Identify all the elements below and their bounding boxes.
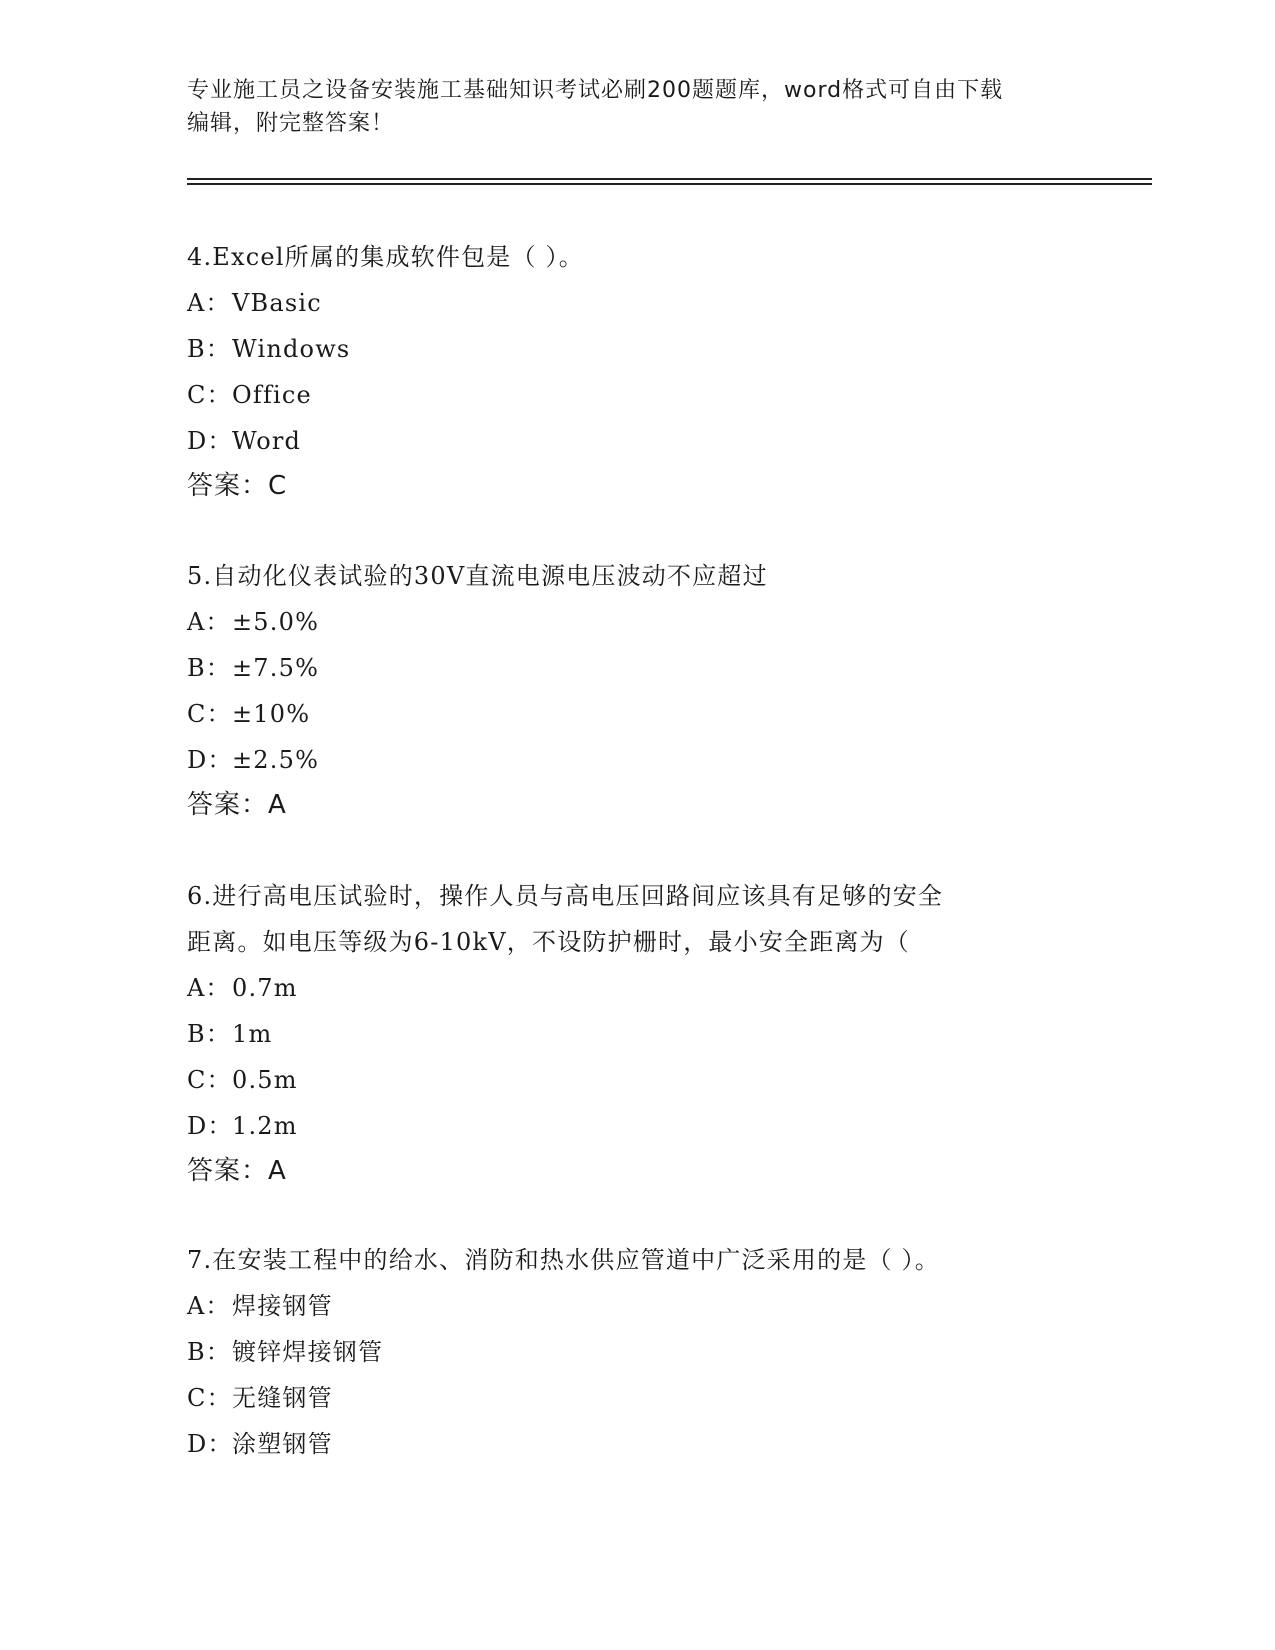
option-a: A：0.7m	[187, 974, 298, 1002]
option-a: A：焊接钢管	[187, 1292, 333, 1320]
question-6	[187, 873, 1087, 1193]
question-stem: 5.自动化仪表试验的30V直流电源电压波动不应超过	[187, 562, 768, 590]
option-b: B：1m	[187, 1020, 273, 1048]
option-a: A：±5.0%	[187, 608, 320, 636]
question-stem-line-2: 距离。如电压等级为6-10kV，不设防护栅时，最小安全距离为（	[187, 928, 910, 956]
answer: 答案：C	[187, 471, 288, 501]
question-4	[187, 234, 1087, 508]
header-line-1: 专业施工员之设备安装施工基础知识考试必刷200题题库，word格式可自由下载	[187, 78, 1004, 103]
question-stem-line-1: 6.进行高电压试验时，操作人员与高电压回路间应该具有足够的安全	[187, 882, 944, 910]
option-d: D：涂塑钢管	[187, 1430, 333, 1458]
option-a: A：VBasic	[187, 289, 322, 317]
question-stem: 4.Excel所属的集成软件包是（ ）。	[187, 243, 584, 271]
header-divider-bottom	[187, 183, 1152, 185]
option-b: B：±7.5%	[187, 654, 320, 682]
question-7	[187, 1237, 1087, 1467]
option-d: D：±2.5%	[187, 746, 320, 774]
option-c: C：0.5m	[187, 1066, 298, 1094]
option-c: C：Office	[187, 381, 312, 409]
answer: 答案：A	[187, 1156, 287, 1186]
option-c: C：无缝钢管	[187, 1384, 333, 1412]
header-divider-top	[187, 178, 1152, 180]
document-header	[187, 74, 1067, 140]
option-c: C：±10%	[187, 700, 311, 728]
header-line-2: 编辑，附完整答案！	[187, 111, 395, 136]
question-5	[187, 553, 1087, 827]
answer: 答案：A	[187, 790, 287, 820]
question-stem: 7.在安装工程中的给水、消防和热水供应管道中广泛采用的是（ ）。	[187, 1246, 940, 1274]
option-b: B：Windows	[187, 335, 351, 363]
option-d: D：1.2m	[187, 1112, 298, 1140]
option-b: B：镀锌焊接钢管	[187, 1338, 384, 1366]
option-d: D：Word	[187, 427, 302, 455]
